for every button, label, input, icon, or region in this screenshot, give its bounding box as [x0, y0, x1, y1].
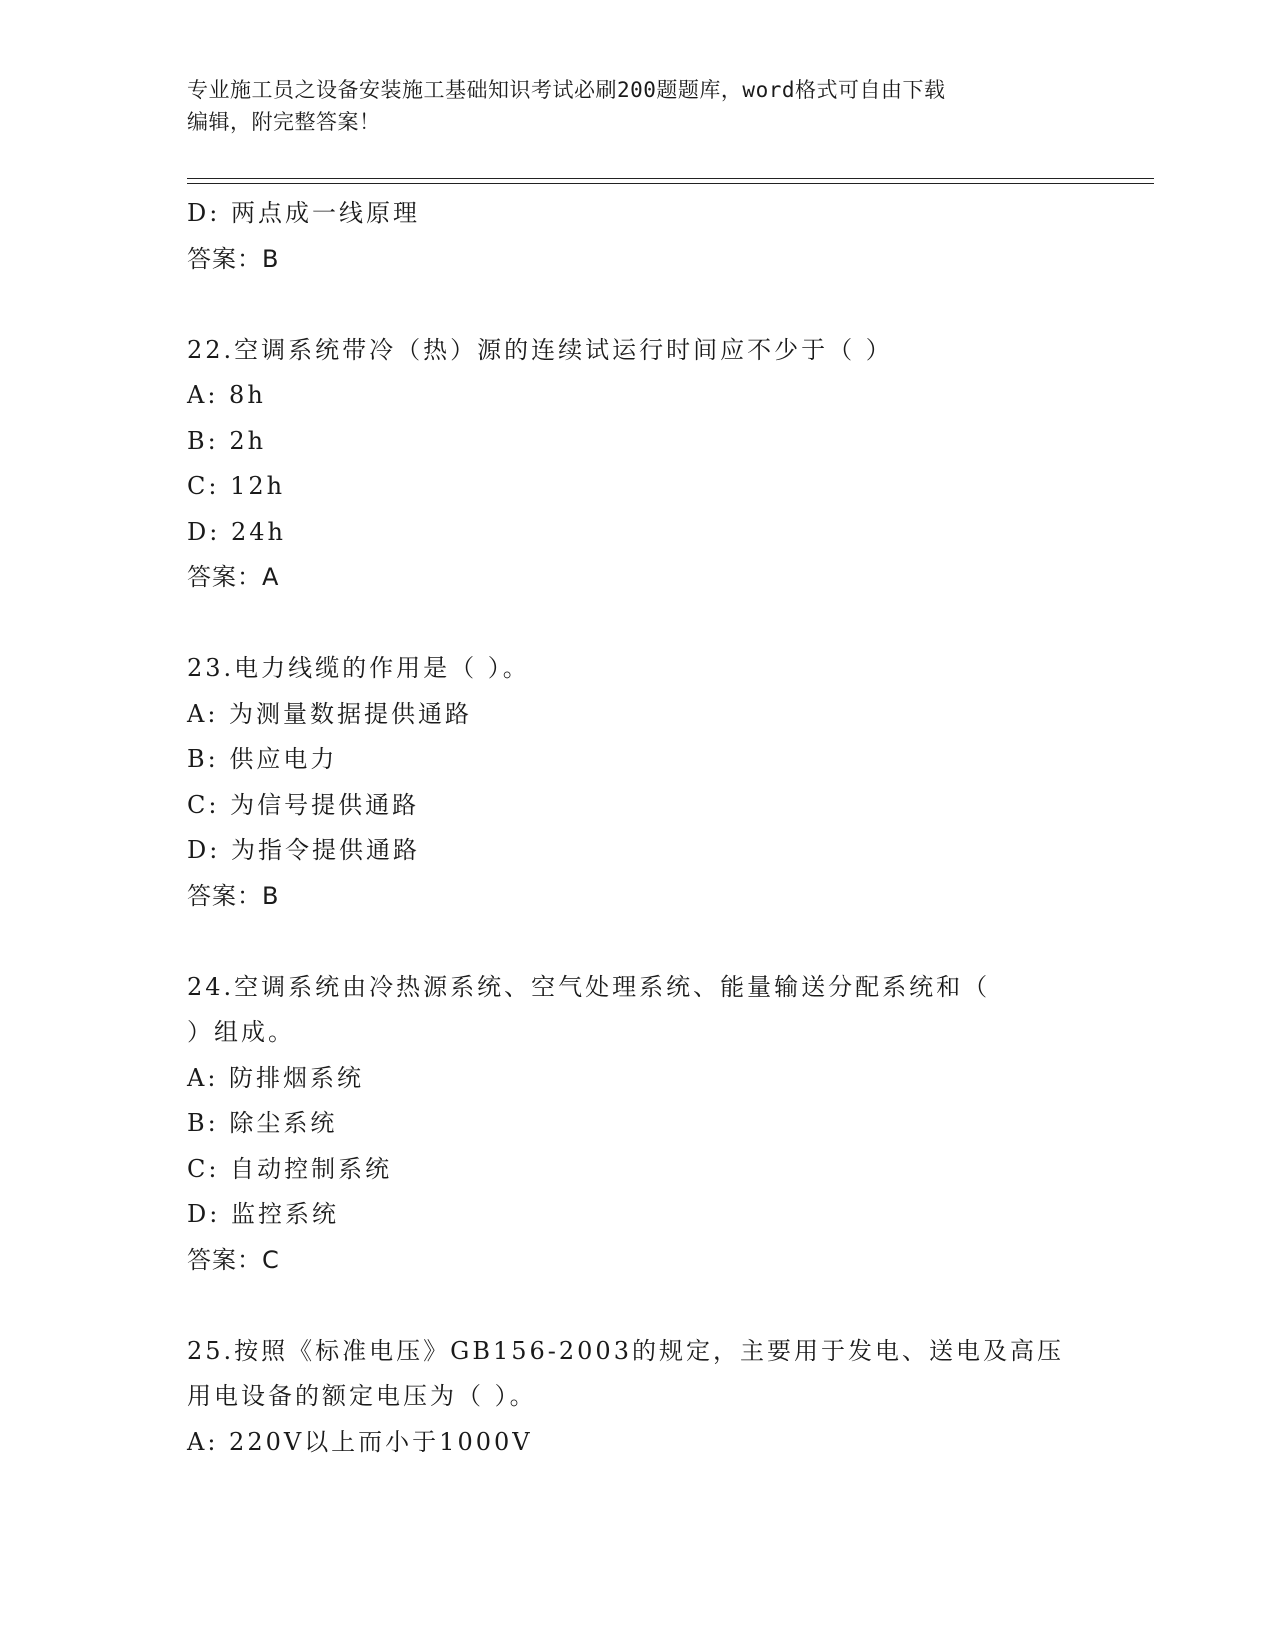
prev-option-d: D: 两点成一线原理 — [187, 199, 420, 227]
spacer — [187, 601, 1147, 647]
question-stem-line-2: ）组成。 — [187, 1018, 295, 1046]
answer: 答案：A — [187, 563, 280, 591]
option-d: D: 24h — [187, 517, 286, 546]
header-divider-bottom — [187, 183, 1154, 184]
document-header — [187, 74, 1087, 138]
spacer — [187, 282, 1147, 328]
question-24 — [187, 965, 1147, 1284]
spacer — [187, 919, 1147, 965]
header-title-line-1: 专业施工员之设备安装施工基础知识考试必刷200题题库，word格式可自由下载 — [187, 78, 946, 102]
question-25 — [187, 1329, 1147, 1466]
answer: 答案：C — [187, 1245, 280, 1274]
header-divider-top — [187, 178, 1154, 179]
header-title-line-2: 编辑，附完整答案！ — [187, 110, 381, 134]
prev-answer: 答案：B — [187, 244, 280, 273]
question-stem: 22.空调系统带冷（热）源的连续试运行时间应不少于（ ） — [187, 335, 893, 364]
option-b: B: 除尘系统 — [187, 1109, 338, 1137]
question-stem-line-1: 25.按照《标准电压》GB156-2003的规定，主要用于发电、送电及高压 — [187, 1336, 1064, 1365]
option-a: A: 防排烟系统 — [187, 1063, 365, 1092]
option-c: C: 12h — [187, 472, 286, 500]
option-a: A: 为测量数据提供通路 — [187, 699, 473, 728]
option-a: A: 8h — [187, 381, 266, 409]
answer: 答案：B — [187, 881, 280, 910]
option-b: B: 2h — [187, 426, 267, 455]
question-stem-line-2: 用电设备的额定电压为（ ）。 — [187, 1382, 537, 1410]
question-23 — [187, 646, 1147, 919]
option-c: C: 自动控制系统 — [187, 1154, 393, 1183]
option-a: A: 220V以上而小于1000V — [187, 1427, 533, 1456]
question-stem-line-1: 24.空调系统由冷热源系统、空气处理系统、能量输送分配系统和（ — [187, 972, 991, 1001]
question-22 — [187, 328, 1147, 601]
spacer — [187, 1283, 1147, 1329]
option-c: C: 为信号提供通路 — [187, 790, 420, 819]
option-d: D: 为指令提供通路 — [187, 836, 420, 864]
option-d: D: 监控系统 — [187, 1200, 339, 1228]
option-b: B: 供应电力 — [187, 745, 338, 773]
question-list — [187, 191, 1147, 1465]
question-stem: 23.电力线缆的作用是（ ）。 — [187, 654, 530, 682]
